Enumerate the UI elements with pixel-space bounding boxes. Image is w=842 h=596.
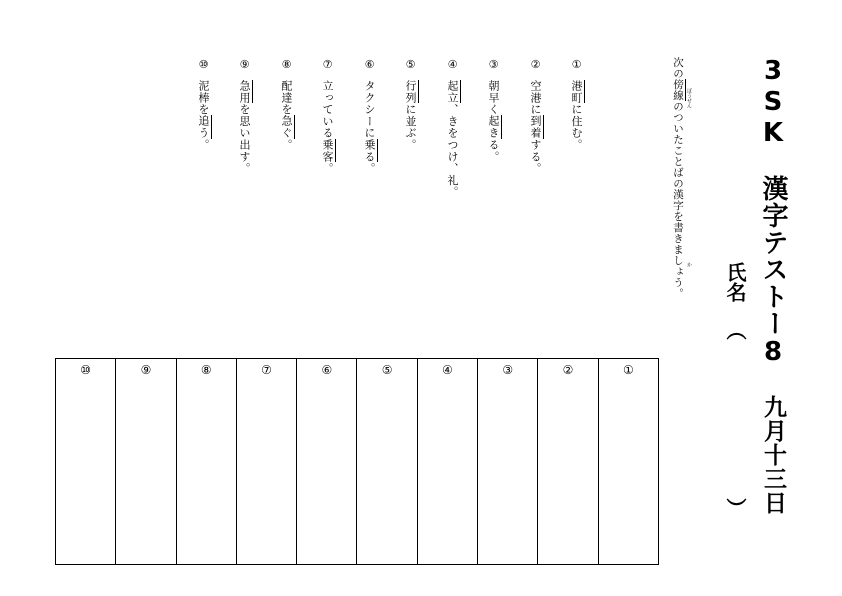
answer-box-number: ⑨ — [140, 363, 152, 377]
question-item — [361, 58, 377, 174]
answer-box[interactable] — [56, 359, 115, 564]
underlined-target-word: 港町 — [570, 79, 583, 104]
question-text: を思い出す。 — [238, 103, 251, 175]
instruction-text: 次の傍線のついたことばの漢字を書きましょう。 — [672, 57, 684, 299]
question-text: 。 — [197, 138, 210, 151]
question-item — [527, 58, 543, 174]
question-text: に住む。 — [570, 103, 583, 151]
title-test-name: 漢字テストー8 — [758, 175, 788, 368]
name-paren-open: （ — [723, 320, 747, 340]
question-text: 泥棒を — [197, 79, 210, 116]
question-number: ③ — [487, 58, 500, 72]
answer-box[interactable] — [236, 359, 296, 564]
answer-box[interactable] — [598, 359, 658, 564]
underlined-target-word: 急ぐ — [280, 115, 293, 139]
question-number: ⑥ — [363, 58, 376, 72]
answer-box[interactable] — [417, 359, 477, 564]
question-text: 。 — [363, 162, 376, 175]
title-class-code: 3SK — [758, 56, 788, 149]
underlined-target-word: 乗客 — [321, 138, 334, 163]
question-text: 配達を — [280, 79, 293, 116]
question-text: 朝早く — [487, 79, 500, 116]
answer-box[interactable] — [537, 359, 597, 564]
answer-table — [55, 358, 659, 565]
underlined-target-word: 行列 — [404, 79, 417, 104]
underlined-target-word: 起立 — [446, 79, 459, 104]
underlined-target-word: 急用 — [238, 79, 251, 104]
answer-box-number: ① — [622, 363, 634, 377]
answer-box-number: ⑦ — [261, 363, 272, 377]
question-item — [195, 58, 211, 151]
question-text: 空港に — [529, 79, 542, 116]
question-text: する。 — [529, 138, 542, 175]
question-item — [402, 58, 418, 151]
name-paren-close: ） — [723, 498, 747, 518]
question-item — [236, 58, 252, 174]
question-text: に並ぶ。 — [404, 103, 417, 151]
answer-box[interactable] — [296, 359, 356, 564]
question-number: ⑨ — [238, 58, 251, 72]
answer-box[interactable] — [115, 359, 175, 564]
answer-box-number: ⑩ — [80, 363, 92, 377]
question-number: ⑧ — [280, 58, 293, 72]
underlined-target-word: 起き — [487, 115, 500, 139]
question-number: ② — [529, 58, 542, 72]
question-text: る。 — [487, 138, 500, 163]
question-number: ④ — [446, 58, 459, 72]
instruction-underlined-word: 傍線 — [672, 79, 684, 101]
question-text: 。 — [321, 162, 334, 175]
name-label: 氏名 — [723, 262, 747, 302]
ruby-bousen: ぼうせん — [686, 88, 692, 108]
question-item — [485, 58, 501, 162]
question-text: タクシーに — [363, 79, 376, 139]
answer-box[interactable] — [477, 359, 537, 564]
question-number: ⑩ — [197, 58, 210, 72]
question-number: ⑤ — [404, 58, 417, 72]
answer-box-number: ④ — [442, 363, 453, 377]
answer-box-number: ⑧ — [200, 363, 212, 377]
question-item — [444, 58, 460, 198]
question-item — [278, 58, 294, 151]
answer-box-number: ③ — [502, 363, 514, 377]
question-text: 立っている — [321, 79, 334, 139]
question-text: 、きをつけ、礼。 — [446, 103, 459, 198]
answer-box[interactable] — [356, 359, 416, 564]
answer-box-number: ⑥ — [321, 363, 333, 377]
underlined-target-word: 乗る — [363, 138, 376, 163]
test-title — [758, 56, 788, 368]
question-item — [568, 58, 584, 151]
underlined-target-word: 追う — [197, 115, 210, 139]
ruby-ka: か — [686, 262, 692, 267]
answer-box-number: ⑤ — [381, 363, 393, 377]
question-number: ⑦ — [321, 58, 334, 72]
underlined-target-word: 到着 — [529, 115, 542, 139]
question-number: ① — [570, 58, 583, 72]
test-date: 九月十三日 — [760, 395, 786, 515]
answer-box-number: ② — [562, 363, 574, 377]
question-item — [319, 58, 335, 174]
question-text: 。 — [280, 138, 293, 151]
answer-box[interactable] — [176, 359, 236, 564]
